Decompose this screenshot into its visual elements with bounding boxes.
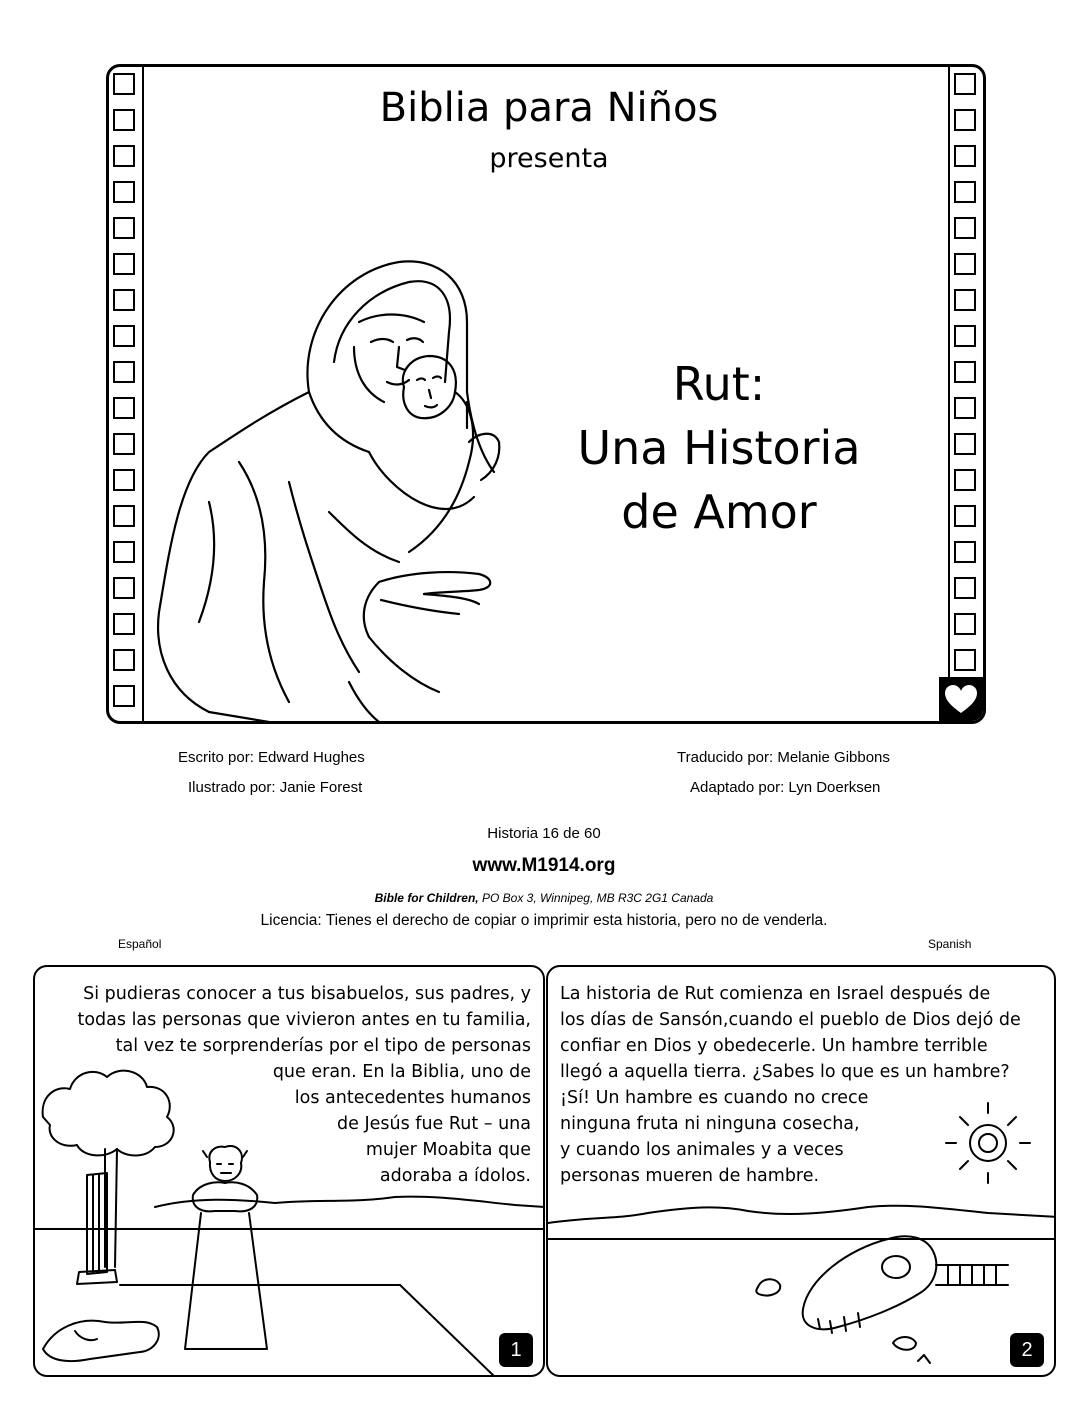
panel-1-line: tal vez te sorprenderías por el tipo de personas: [115, 1036, 531, 1056]
film-hole: [954, 433, 976, 455]
address-details: PO Box 3, Winnipeg, MB R3C 2G1 Canada: [478, 891, 714, 905]
film-hole: [954, 289, 976, 311]
credit-translated-by: Traducido por: Melanie Gibbons: [677, 749, 890, 766]
credit-written-by: Escrito por: Edward Hughes: [178, 749, 365, 766]
story-title-line-3: de Amor: [621, 485, 817, 539]
panel-2-line: los días de Sansón,cuando el pueblo de Dios dejó de: [560, 1010, 1021, 1030]
panel-1-line: los antecedentes humanos: [294, 1088, 531, 1108]
film-hole: [113, 613, 135, 635]
film-hole: [113, 541, 135, 563]
film-hole: [113, 289, 135, 311]
panel-1-line: de Jesús fue Rut – una: [337, 1114, 531, 1134]
film-hole: [113, 649, 135, 671]
film-hole: [113, 217, 135, 239]
film-hole: [113, 181, 135, 203]
panel-1-text: [41, 981, 531, 1189]
film-hole: [113, 253, 135, 275]
credit-illustrated-by: Ilustrado por: Janie Forest: [188, 779, 363, 796]
panel-2-line: La historia de Rut comienza en Israel después de: [560, 984, 991, 1004]
panel-2-line: llegó a aquella tierra. ¿Sabes lo que es un hambre?: [560, 1062, 1010, 1082]
film-hole: [113, 469, 135, 491]
series-title: Biblia para Niños: [379, 85, 719, 131]
mailing-address: [0, 891, 1088, 905]
credit-adapted-by: Adaptado por: Lyn Doerksen: [690, 779, 881, 796]
film-hole: [954, 253, 976, 275]
film-hole: [954, 361, 976, 383]
film-hole: [113, 505, 135, 527]
panel-1-line: Si pudieras conocer a tus bisabuelos, sus padres, y: [83, 984, 531, 1004]
panel-2-line: confiar en Dios y obedecerle. Un hambre terrible: [560, 1036, 988, 1056]
story-title-line-2: Una Historia: [577, 421, 861, 475]
film-hole: [954, 397, 976, 419]
license-notice: Licencia: Tienes el derecho de copiar o imprimir esta historia, pero no de venderla.: [260, 912, 828, 929]
presents-label: presenta: [489, 143, 609, 174]
panel-1-line: mujer Moabita que: [365, 1140, 531, 1160]
story-title-line-1: Rut:: [672, 357, 766, 411]
panel-1-line: todas las personas que vivieron antes en tu familia,: [77, 1010, 531, 1030]
language-label-english: Spanish: [928, 937, 972, 951]
film-hole: [113, 577, 135, 599]
language-label-spanish: Español: [118, 937, 162, 951]
panel-2-line: personas mueren de hambre.: [560, 1166, 820, 1186]
panel-1-line: adoraba a ídolos.: [379, 1166, 531, 1186]
film-hole: [954, 541, 976, 563]
story-number: Historia 16 de 60: [487, 825, 601, 842]
film-hole: [954, 649, 976, 671]
film-hole: [954, 577, 976, 599]
address-organization: Bible for Children,: [374, 891, 479, 905]
film-hole: [954, 181, 976, 203]
film-hole: [113, 361, 135, 383]
film-hole: [113, 433, 135, 455]
page-number-1: 1: [499, 1333, 533, 1367]
film-hole: [954, 505, 976, 527]
cover-frame: [106, 64, 986, 724]
story-panel-2: [546, 965, 1056, 1377]
panel-2-line: y cuando los animales y a veces: [560, 1140, 844, 1160]
panel-1-line: que eran. En la Biblia, uno de: [272, 1062, 531, 1082]
panel-2-line: ¡Sí! Un hambre es cuando no crece: [560, 1088, 869, 1108]
film-hole: [954, 217, 976, 239]
story-panel-1: [33, 965, 545, 1377]
film-hole: [113, 325, 135, 347]
website-link[interactable]: www.M1914.org: [472, 855, 616, 876]
heart-logo-box: [939, 677, 983, 721]
film-hole: [954, 325, 976, 347]
film-hole: [954, 469, 976, 491]
film-hole: [113, 685, 135, 707]
panel-2-text: [560, 981, 1050, 1189]
film-hole: [954, 613, 976, 635]
heart-icon: [939, 677, 983, 721]
film-hole: [113, 397, 135, 419]
mother-child-illustration: [149, 252, 529, 722]
page-number-2: 2: [1010, 1333, 1044, 1367]
panel-2-line: ninguna fruta ni ninguna cosecha,: [560, 1114, 860, 1134]
